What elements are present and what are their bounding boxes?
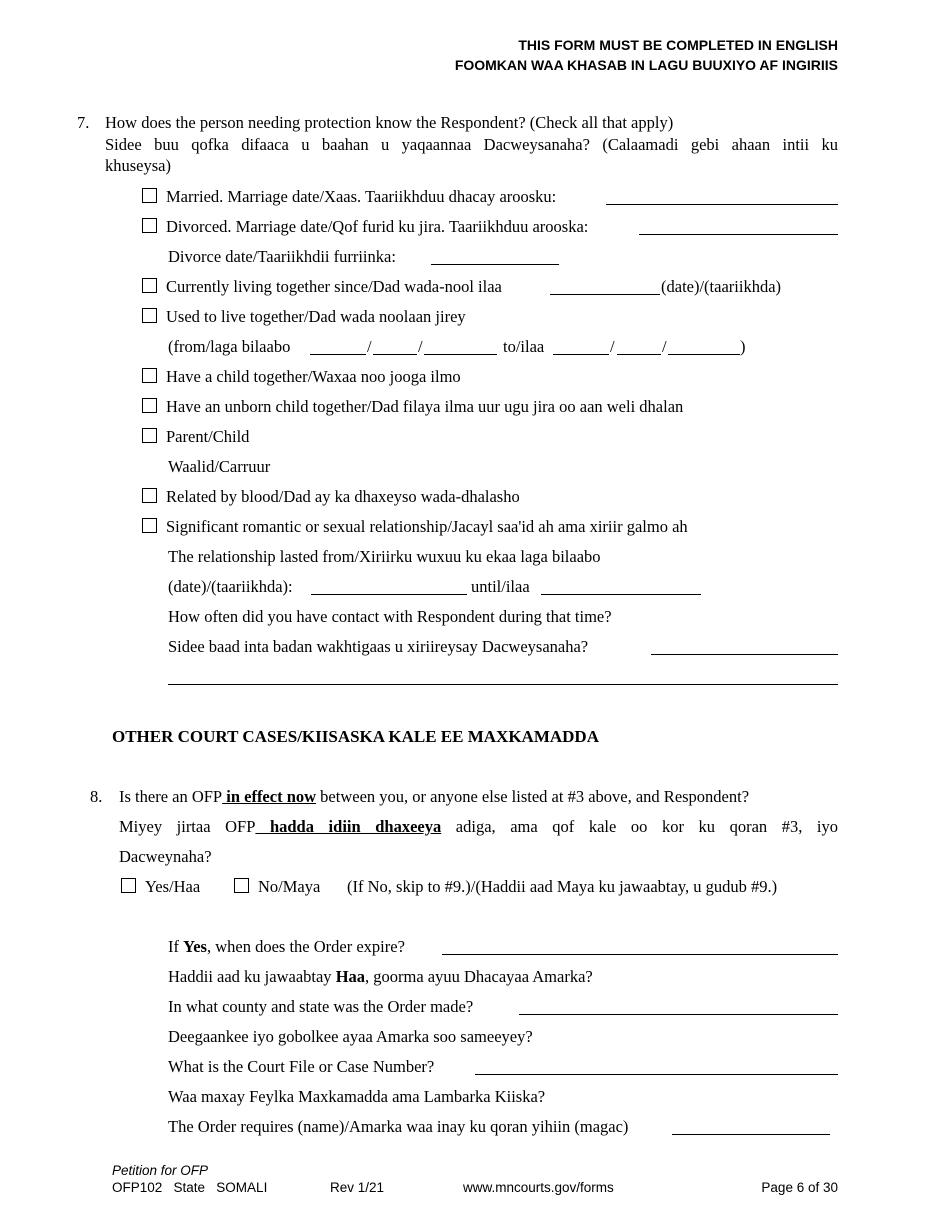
to-year-field[interactable] [668,354,740,355]
order-expire-question-so: Haddii aad ku jawaabtay Haa, goorma ayuu Dhacayaa Amarka? [168,967,593,986]
married-label: Married. Marriage date/Xaas. Taariikhduu dhacay aroosku: [166,187,557,206]
case-number-question-so: Waa maxay Feylka Maxkamadda ama Lambarka Kiiska? [168,1087,546,1106]
romantic-relationship-checkbox[interactable] [142,518,157,533]
living-together-date-label: (date)/(taariikhda) [661,277,782,296]
used-to-live-label: Used to live together/Dad wada noolaan jirey [166,307,466,326]
relationship-end-date-field[interactable] [541,594,701,595]
related-by-blood-checkbox[interactable] [142,488,157,503]
case-number-field[interactable] [475,1074,838,1075]
q8-question-so: Miyey jirtaa OFP hadda idiin dhaxeeya adiga, ama qof kale oo kor ku qoran #3, iyo [119,817,838,836]
to-day-field[interactable] [617,354,661,355]
divorced-marriage-date-field[interactable] [639,234,838,235]
footer-page-number: Page 6 of 30 [761,1180,838,1195]
from-slash-1: / [367,337,372,356]
used-to-live-checkbox[interactable] [142,308,157,323]
order-requires-label: The Order requires (name)/Amarka waa inay ku qoran yihiin (magac) [168,1117,629,1136]
header-english-notice: THIS FORM MUST BE COMPLETED IN ENGLISH [518,37,838,53]
parent-child-checkbox[interactable] [142,428,157,443]
parent-child-label: Parent/Child [166,427,250,446]
to-label: to/ilaa [503,337,545,356]
order-county-field[interactable] [519,1014,838,1015]
footer-revision: Rev 1/21 [330,1180,385,1195]
divorced-checkbox[interactable] [142,218,157,233]
q7-question-so: Sidee buu qofka difaaca u baahan u yaqaannaa Dacweysanaha? (Calaamadi gebi ahaan intii ku [105,135,838,154]
contact-frequency-question-so: Sidee baad inta badan wakhtigaas u xiriireysay Dacweysanaha? [168,637,589,656]
from-day-field[interactable] [373,354,417,355]
from-slash-2: / [418,337,423,356]
q7-question-so-cont: khuseysa) [105,156,171,175]
from-label: (from/laga bilaabo [168,337,291,356]
married-checkbox[interactable] [142,188,157,203]
romantic-relationship-label: Significant romantic or sexual relationship/Jacayl saa'id ah ama xiriir galmo ah [166,517,688,536]
living-together-date-field[interactable] [550,294,660,295]
q8-number: 8. [90,787,103,806]
to-close-paren: ) [740,337,746,356]
divorced-label: Divorced. Marriage date/Qof furid ku jira. Taariikhduu arooska: [166,217,589,236]
q8-question-en: Is there an OFP in effect now between you, or anyone else listed at #3 above, and Respondent? [119,787,750,806]
q7-question-en: How does the person needing protection know the Respondent? (Check all that apply) [105,113,674,132]
header-somali-notice: FOOMKAN WAA KHASAB IN LAGU BUUXIYO AF INGIRIIS [454,57,838,73]
order-expire-field[interactable] [442,954,838,955]
other-court-cases-heading: OTHER COURT CASES/KIISASKA KALE EE MAXKAMADDA [112,727,599,746]
until-label: until/ilaa [471,577,530,596]
footer-form-code: OFP102 State SOMALI [112,1180,268,1195]
order-county-question: In what county and state was the Order made? [168,997,474,1016]
ofp-yes-label: Yes/Haa [145,877,201,896]
unborn-child-checkbox[interactable] [142,398,157,413]
to-slash-1: / [610,337,615,356]
order-county-question-so: Deegaankee iyo gobolkee ayaa Amarka soo sameeyey? [168,1027,533,1046]
order-expire-question: If Yes, when does the Order expire? [168,937,405,956]
case-number-question: What is the Court File or Case Number? [168,1057,435,1076]
q7-number: 7. [77,113,90,132]
skip-instruction: (If No, skip to #9.)/(Haddii aad Maya ku jawaabtay, u gudub #9.) [347,877,778,896]
child-together-checkbox[interactable] [142,368,157,383]
relationship-date-label: (date)/(taariikhda): [168,577,293,596]
divorce-date-label: Divorce date/Taariikhdii furriinka: [168,247,396,266]
relationship-start-date-field[interactable] [311,594,467,595]
order-requires-name-field[interactable] [672,1134,830,1135]
unborn-child-label: Have an unborn child together/Dad filaya ilma uur ugu jira oo aan weli dhalan [166,397,684,416]
footer-url: www.mncourts.gov/forms [463,1180,614,1195]
marriage-date-field[interactable] [606,204,838,205]
footer-form-title: Petition for OFP [112,1163,209,1178]
parent-child-label-so: Waalid/Carruur [168,457,271,476]
to-month-field[interactable] [553,354,609,355]
contact-frequency-field-cont[interactable] [168,684,838,685]
to-slash-2: / [662,337,667,356]
child-together-label: Have a child together/Waxaa noo jooga ilmo [166,367,461,386]
relationship-lasted-label: The relationship lasted from/Xiriirku wuxuu ku ekaa laga bilaabo [168,547,601,566]
divorce-date-field[interactable] [431,264,559,265]
from-month-field[interactable] [310,354,366,355]
contact-frequency-question-en: How often did you have contact with Respondent during that time? [168,607,612,626]
living-together-checkbox[interactable] [142,278,157,293]
q8-question-so-cont: Dacweynaha? [119,847,212,866]
contact-frequency-field[interactable] [651,654,838,655]
living-together-label: Currently living together since/Dad wada-nool ilaa [166,277,502,296]
ofp-no-label: No/Maya [258,877,321,896]
related-by-blood-label: Related by blood/Dad ay ka dhaxeyso wada-dhalasho [166,487,520,506]
ofp-no-checkbox[interactable] [234,878,249,893]
ofp-yes-checkbox[interactable] [121,878,136,893]
from-year-field[interactable] [424,354,497,355]
